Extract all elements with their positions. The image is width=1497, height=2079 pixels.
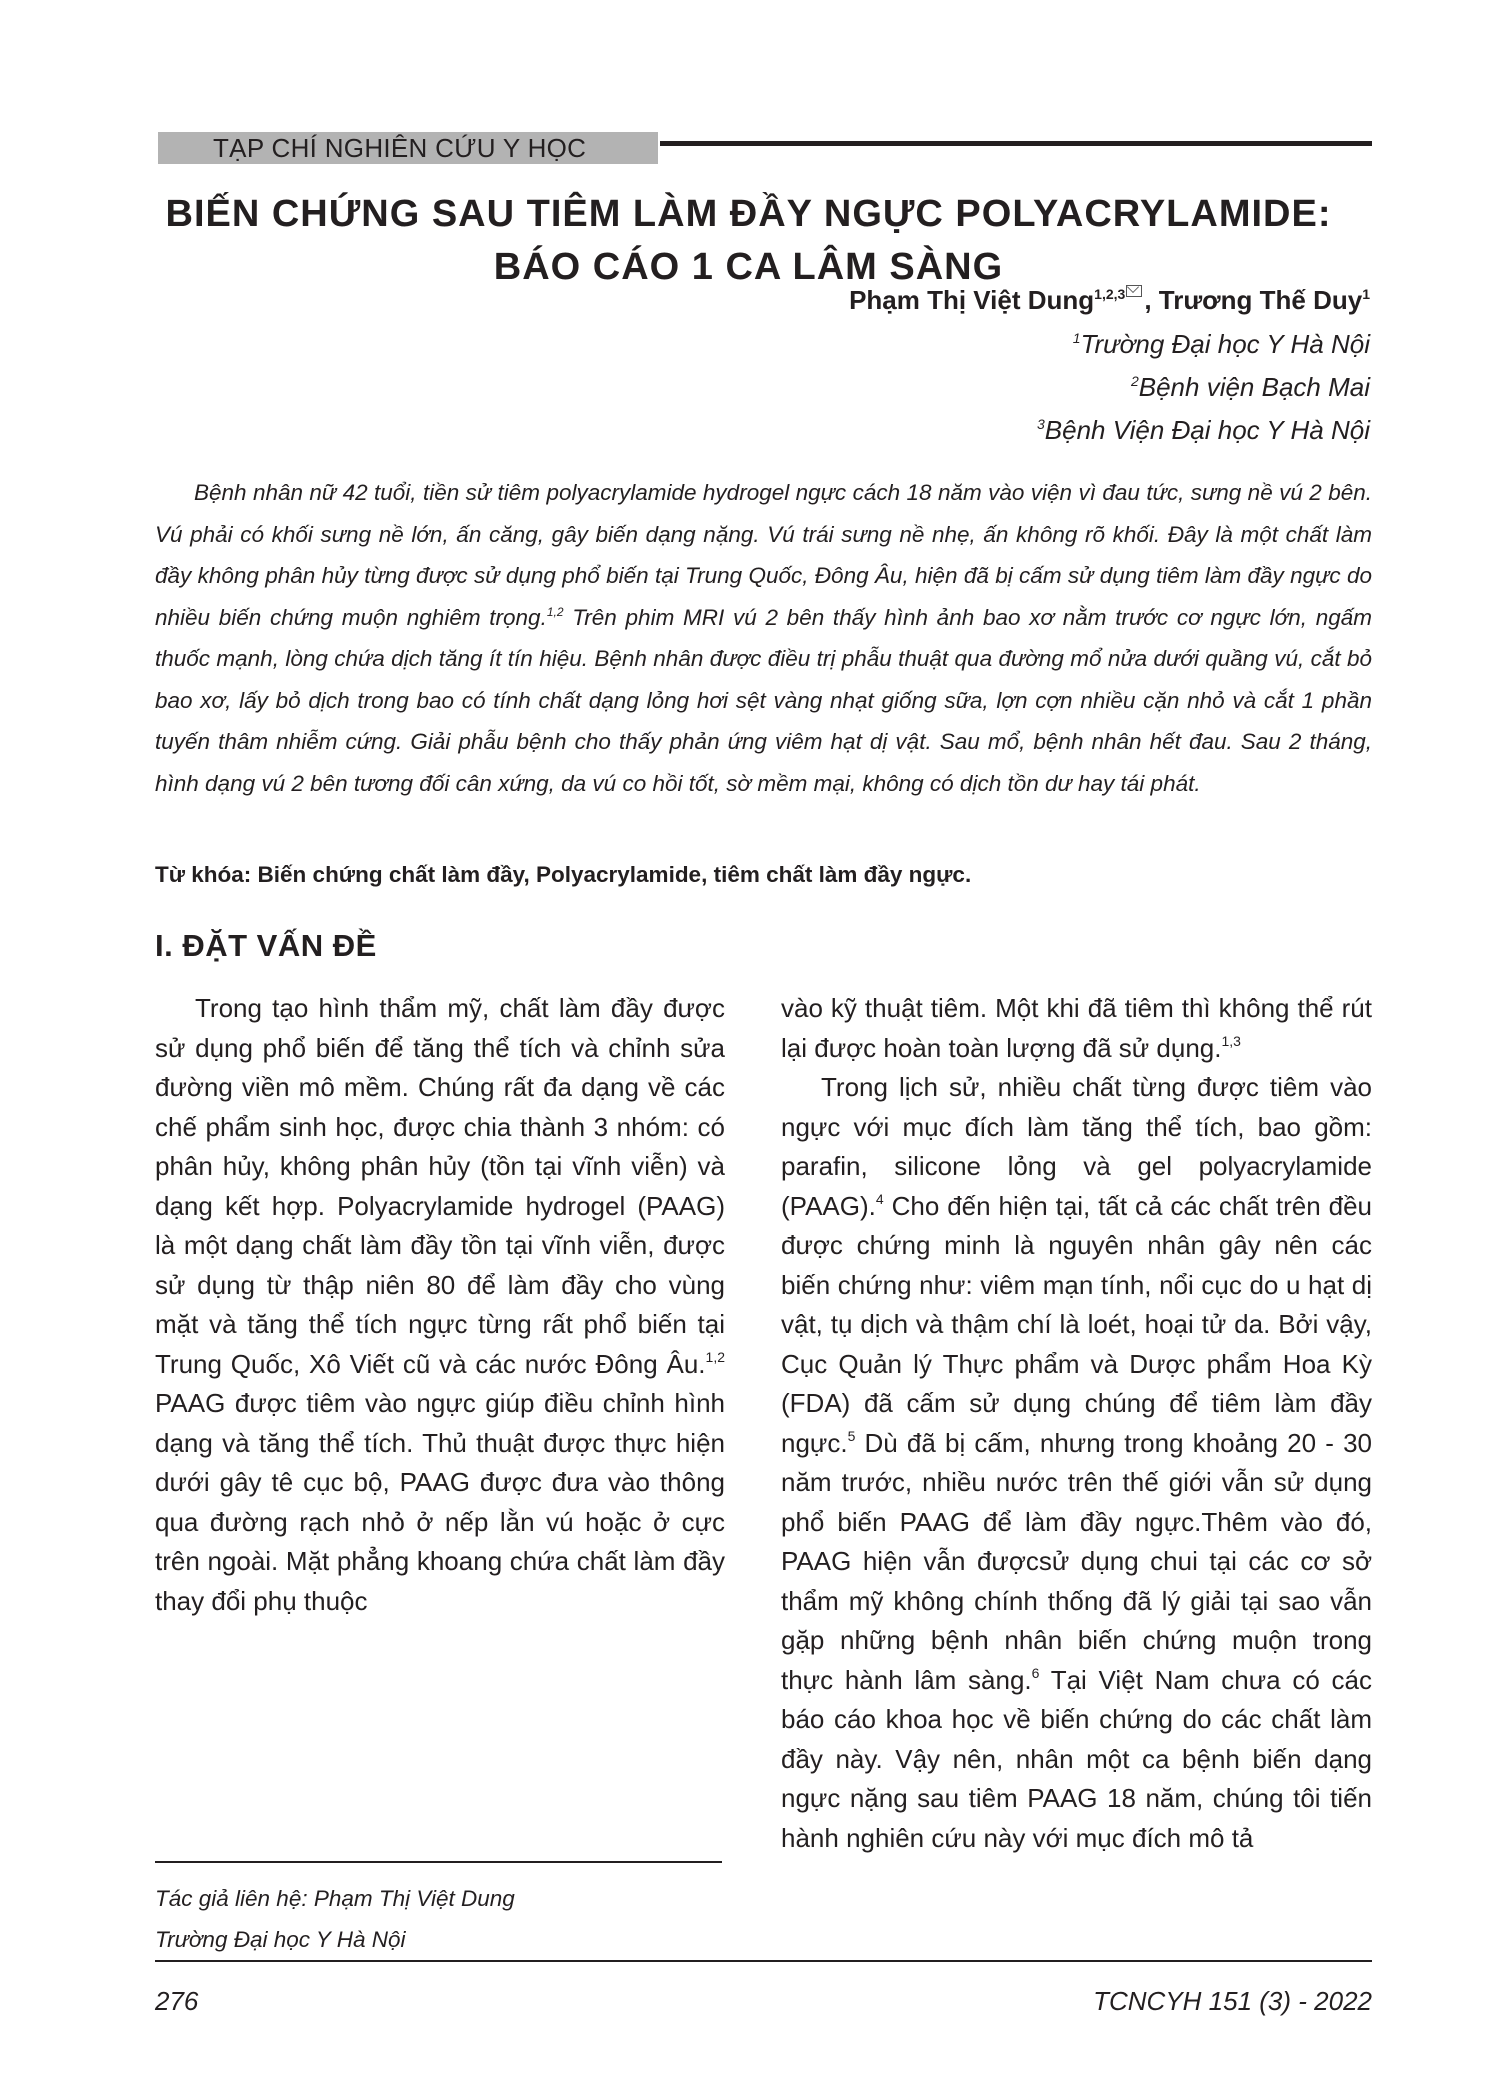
author-2-name: Trương Thế Duy xyxy=(1158,285,1363,315)
affiliation-3-name: Bệnh Viện Đại học Y Hà Nội xyxy=(1044,415,1370,445)
envelope-icon xyxy=(1126,285,1142,297)
right-text-c: Dù đã bị cấm, nhưng trong khoảng 20 - 30 năm trước, nhiều nước trên thế giới vẫn sử dụng phổ biến PAAG để làm đầy ngực.Thêm vào đó, PAAG hiện vẫn đượcsử dụng chui tại các cơ sở thẩm mỹ không chính thống đã lý giải tại sao vẫn gặp những bệnh nhân biến chứng muộn trong thực hành lâm sàng. xyxy=(781,1427,1372,1695)
affiliation-3-mark: 3 xyxy=(1036,416,1045,432)
title-line-1: BIẾN CHỨNG SAU TIÊM LÀM ĐẦY NGỰC POLYACRYLAMIDE: xyxy=(165,193,1332,235)
abstract-citation: 1,2 xyxy=(546,604,564,619)
affiliation-2 xyxy=(1131,372,1370,403)
right-text-a: Trong lịch sử, nhiều chất từng được tiêm vào ngực với mục đích làm tăng thể tích, bao gồm: parafin, silicone lỏng và gel polyacrylamide (PAAG). xyxy=(781,1072,1372,1221)
left-column xyxy=(155,989,725,1621)
footer-rule xyxy=(155,1960,1372,1962)
affiliation-3 xyxy=(1037,415,1370,446)
right-citation-3: 6 xyxy=(1031,1664,1040,1681)
author-2-affiliation-marks: 1 xyxy=(1362,286,1370,302)
left-text-a: Trong tạo hình thẩm mỹ, chất làm đầy được sử dụng phổ biến để tăng thể tích và chỉnh sửa đường viền mô mềm. Chúng rất đa dạng về các chế phẩm sinh học, được chia thành 3 nhóm: có phân hủy, không phân hủy (tồn tại vĩnh viễn) và dạng kết hợp. Polyacrylamide hydrogel (PAAG) là một dạng chất làm đầy tồn tại vĩnh viễn, được sử dụng từ thập niên 80 để làm đầy cho vùng mặt và tăng thể tích ngực từng rất phổ biến tại Trung Quốc, Xô Viết cũ và các nước Đông Âu. xyxy=(155,993,725,1379)
title-line-2: BÁO CÁO 1 CA LÂM SÀNG xyxy=(493,246,1004,288)
affiliation-1-mark: 1 xyxy=(1072,330,1081,346)
abstract-text-2: Trên phim MRI vú 2 bên thấy hình ảnh bao xơ nằm trước cơ ngực lớn, ngấm thuốc mạnh, lòng chứa dịch tăng ít tín hiệu. Bệnh nhân được điều trị phẫu thuật qua đường mổ nửa dưới quầng vú, cắt bỏ bao xơ, lấy bỏ dịch trong bao có tính chất dạng lỏng hơi sệt vàng nhạt giống sữa, lợn cợn nhiều cặn nhỏ và cắt 1 phần tuyến thâm nhiễm cứng. Giải phẫu bệnh cho thấy phản ứng viêm hạt dị vật. Sau mổ, bệnh nhân hết đau. Sau 2 tháng, hình dạng vú 2 bên tương đối cân xứng, da vú co hồi tốt, sờ mềm mại, không có dịch tồn dư hay tái phát. xyxy=(155,604,1372,796)
abstract xyxy=(155,472,1372,804)
footnote-rule xyxy=(155,1861,722,1863)
right-citation-2: 5 xyxy=(847,1427,856,1444)
abstract-text-1: Bệnh nhân nữ 42 tuổi, tiền sử tiêm polyacrylamide hydrogel ngực cách 18 năm vào viện vì đau tức, sưng nề vú 2 bên. Vú phải có khối sưng nề lớn, ấn căng, gây biến dạng nặng. Vú trái sưng nề nhẹ, ấn không rõ khối. Đây là một chất làm đầy không phân hủy từng được sử dụng phổ biến tại Trung Quốc, Đông Âu, hiện đã bị cấm sử dụng tiêm làm đầy ngực do nhiều biến chứng muộn nghiêm trọng. xyxy=(155,480,1372,630)
journal-reference: TCNCYH 151 (3) - 2022 xyxy=(1093,1986,1372,2016)
author-1-name: Phạm Thị Việt Dung xyxy=(849,285,1095,315)
right-paragraph-continued xyxy=(781,989,1372,1068)
footnote-institution: Trường Đại học Y Hà Nội xyxy=(155,1927,406,1952)
right-text-d: Tại Việt Nam chưa có các báo cáo khoa học về biến chứng do các chất làm đầy này. Vậy nên, nhân một ca bệnh biến dạng ngực nặng sau tiêm PAAG 18 năm, chúng tôi tiến hành nghiên cứu này với mục đích mô tả xyxy=(781,1664,1372,1853)
right-citation-0: 1,3 xyxy=(1221,1032,1241,1049)
affiliation-1-name: Trường Đại học Y Hà Nội xyxy=(1080,329,1370,359)
author-list xyxy=(849,285,1370,316)
right-citation-1: 4 xyxy=(875,1190,884,1207)
footnote-contact: Tác giả liên hệ: Phạm Thị Việt Dung xyxy=(155,1886,515,1911)
affiliation-2-mark: 2 xyxy=(1130,373,1139,389)
author-separator: , xyxy=(1144,285,1159,315)
left-citation: 1,2 xyxy=(705,1348,725,1365)
left-text-b: PAAG được tiêm vào ngực giúp điều chỉnh hình dạng và tăng thể tích. Thủ thuật được thực hiện dưới gây tê cục bộ, PAAG được đưa vào thông qua đường rạch nhỏ ở nếp lằn vú hoặc ở cực trên ngoài. Mặt phẳng khoang chứa chất làm đầy thay đổi phụ thuộc xyxy=(155,1388,725,1616)
right-column xyxy=(781,989,1372,1858)
article-title xyxy=(100,188,1397,294)
right-text-0: vào kỹ thuật tiêm. Một khi đã tiêm thì không thể rút lại được hoàn toàn lượng đã sử dụng. xyxy=(781,993,1372,1063)
page-number: 276 xyxy=(155,1986,199,2016)
header-rule xyxy=(660,141,1372,146)
affiliation-1 xyxy=(1073,329,1370,360)
keywords: Từ khóa: Biến chứng chất làm đầy, Polyacrylamide, tiêm chất làm đầy ngực. xyxy=(155,862,972,887)
left-paragraph-1 xyxy=(155,989,725,1621)
journal-name: TẠP CHÍ NGHIÊN CỨU Y HỌC xyxy=(213,133,587,163)
right-paragraph-1 xyxy=(781,1068,1372,1858)
right-text-b: Cho đến hiện tại, tất cả các chất trên đều được chứng minh là nguyên nhân gây nên các biến chứng như: viêm mạn tính, nổi cục do u hạt dị vật, tụ dịch và thậm chí là loét, hoại tử da. Bởi vậy, Cục Quản lý Thực phẩm và Dược phẩm Hoa Kỳ (FDA) đã cấm sử dụng chúng để tiêm làm đầy ngực. xyxy=(781,1190,1372,1458)
author-1-affiliation-marks: 1,2,3 xyxy=(1094,286,1126,302)
section-heading: I. ĐẶT VẤN ĐỀ xyxy=(155,928,377,963)
affiliation-2-name: Bệnh viện Bạch Mai xyxy=(1138,372,1370,402)
